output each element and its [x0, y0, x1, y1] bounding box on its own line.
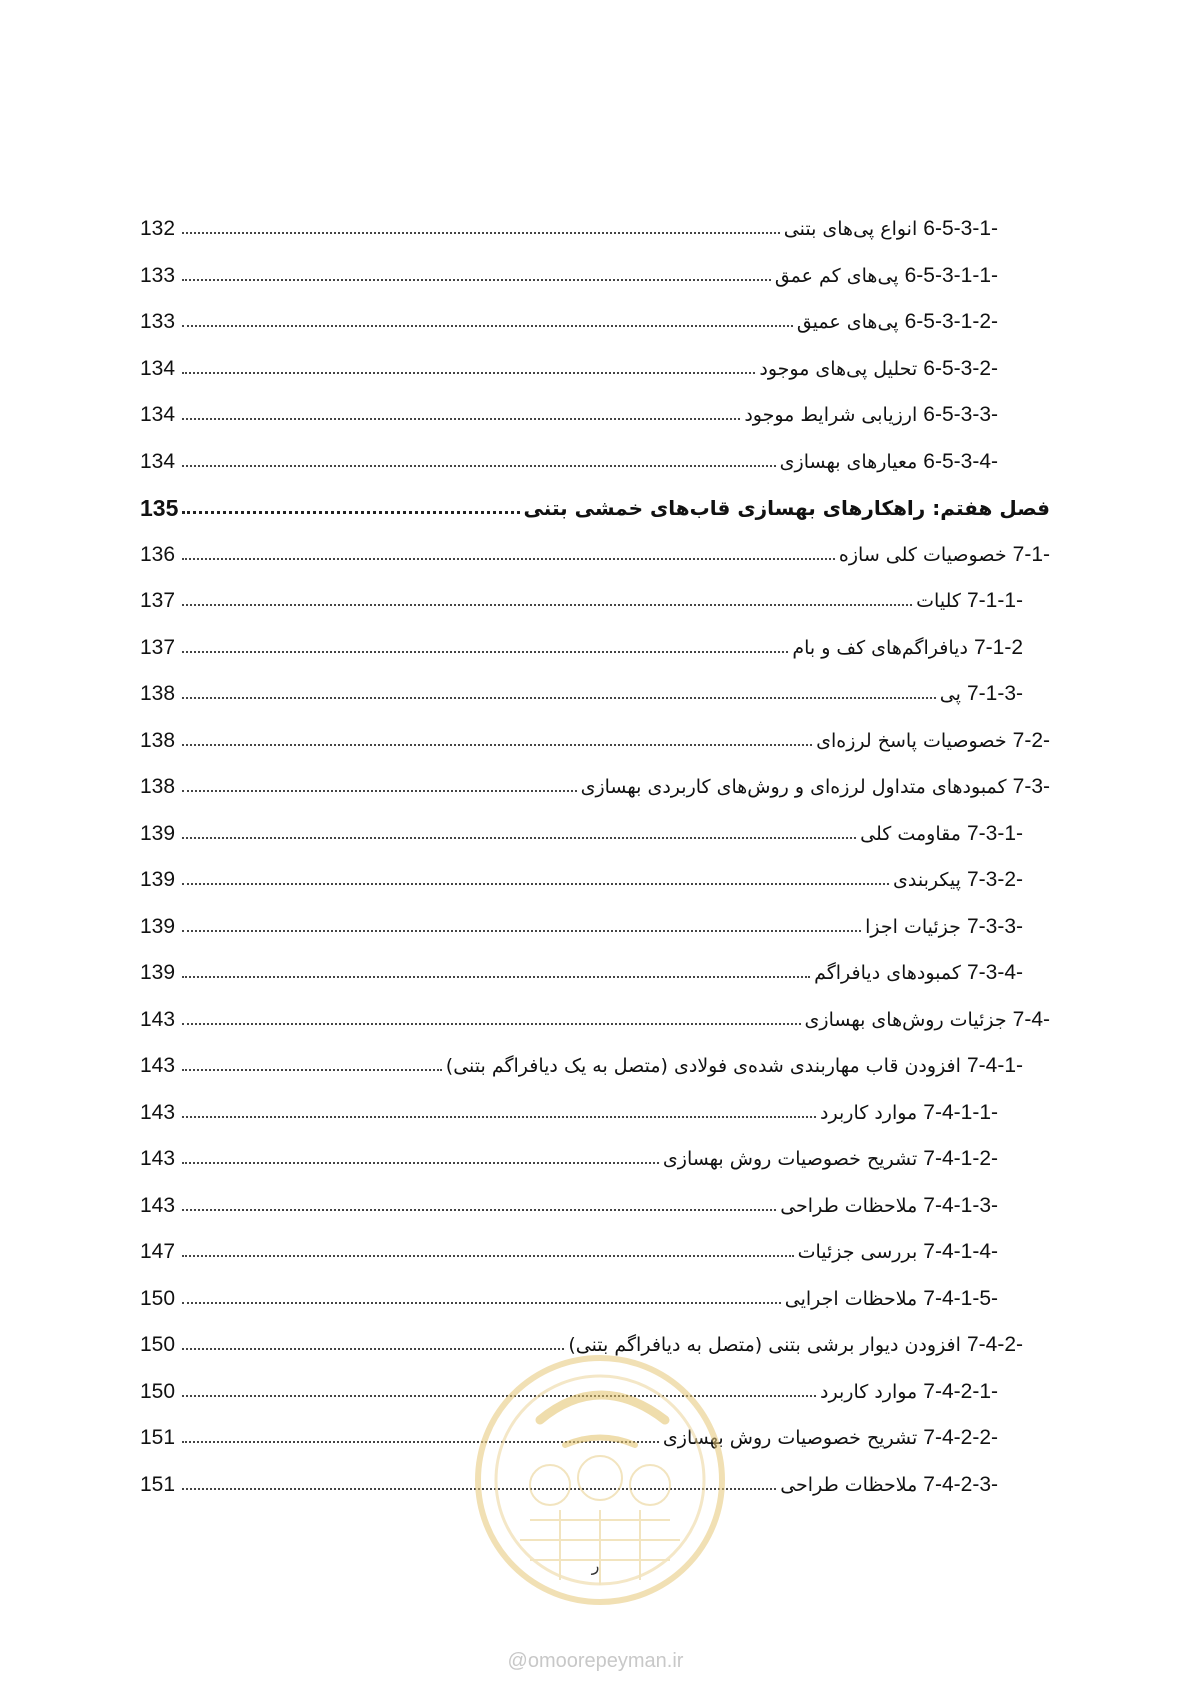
toc-page-number: 133	[140, 263, 176, 287]
toc-dot-leader	[182, 1302, 781, 1304]
toc-page-number: 133	[140, 310, 176, 334]
toc-entry	[861, 915, 1050, 939]
page-footer-label: ر	[591, 1556, 600, 1575]
toc-page-number: 139	[140, 868, 176, 892]
toc-page-number: 134	[140, 403, 176, 427]
watermark-url: @omoorepeyman.ir	[507, 1650, 684, 1672]
toc-row[interactable]	[140, 764, 1050, 811]
toc-page-number: 139	[140, 914, 176, 938]
toc-row[interactable]	[140, 1136, 1050, 1183]
toc-entry-title: تشریح خصوصیات روش بهسازی	[662, 1148, 918, 1171]
toc-entry-title: خصوصیات پاسخ لرزه‌ای	[816, 729, 1007, 752]
toc-row[interactable]	[140, 718, 1050, 765]
toc-row[interactable]	[140, 1043, 1050, 1090]
toc-entry-number: 7-4-	[1012, 1007, 1050, 1031]
toc-page-number: 138	[140, 775, 176, 799]
toc-row[interactable]	[140, 625, 1050, 672]
toc-page-number: 151	[140, 1426, 176, 1450]
toc-entry-number: 7-3-3-	[966, 914, 1023, 938]
toc-page-number: 143	[140, 1147, 176, 1171]
toc-row[interactable]	[140, 950, 1050, 997]
toc-entry-number: 7-3-1-	[966, 821, 1023, 845]
toc-entry	[812, 729, 1050, 753]
toc-entry	[659, 1147, 1050, 1171]
toc-entry	[936, 682, 1050, 706]
toc-row[interactable]	[140, 1276, 1050, 1323]
toc-entry	[520, 496, 1050, 520]
toc-entry-number: 7-3-2-	[966, 868, 1023, 892]
toc-entry-number: 7-1-	[1012, 542, 1050, 566]
toc-entry	[442, 1054, 1050, 1078]
toc-entry-title: پی‌های عمیق	[796, 311, 899, 334]
table-of-contents	[140, 206, 1050, 1508]
toc-page-number: 143	[140, 1007, 176, 1031]
toc-entry	[771, 264, 1050, 288]
toc-entry-title: جزئیات روش‌های بهسازی	[804, 1008, 1007, 1031]
toc-dot-leader	[182, 1255, 794, 1257]
toc-entry-number: 7-3-	[1012, 775, 1050, 799]
toc-page-number: 143	[140, 1054, 176, 1078]
toc-page-number: 132	[140, 217, 176, 241]
toc-dot-leader	[182, 372, 755, 374]
toc-entry-title: ملاحظات اجرایی	[784, 1287, 918, 1310]
toc-entry-title: مقاومت کلی	[860, 822, 961, 845]
toc-entry	[794, 1240, 1050, 1264]
toc-entry-number: 6-5-3-1-1-	[904, 263, 998, 287]
toc-entry-title: انواع پی‌های بتنی	[783, 218, 918, 241]
toc-entry-title: پیکربندی	[893, 869, 961, 892]
toc-entry-number: 7-1-1-	[966, 589, 1023, 613]
toc-entry	[776, 1194, 1050, 1218]
toc-dot-leader	[182, 511, 520, 514]
toc-row[interactable]	[140, 857, 1050, 904]
toc-row[interactable]	[140, 671, 1050, 718]
toc-row[interactable]	[140, 532, 1050, 579]
toc-entry	[816, 1101, 1050, 1125]
toc-dot-leader	[182, 1209, 776, 1211]
toc-entry-number: 6-5-3-4-	[923, 449, 998, 473]
toc-page-number: 147	[140, 1240, 176, 1264]
toc-page-number: 138	[140, 682, 176, 706]
toc-entry	[776, 1473, 1050, 1497]
toc-page-number: 150	[140, 1379, 176, 1403]
toc-row[interactable]	[140, 439, 1050, 486]
toc-row[interactable]	[140, 253, 1050, 300]
toc-dot-leader	[182, 790, 577, 792]
toc-page-number: 134	[140, 449, 176, 473]
toc-entry-number: 7-4-2-1-	[923, 1379, 998, 1403]
toc-entry-title: ملاحظات طراحی	[780, 1473, 918, 1496]
toc-entry-title: موارد کاربرد	[820, 1380, 918, 1403]
toc-row[interactable]	[140, 997, 1050, 1044]
toc-entry-number: 7-4-2-2-	[923, 1426, 998, 1450]
toc-entry-number: 7-4-2-3-	[923, 1472, 998, 1496]
toc-dot-leader	[182, 465, 776, 467]
toc-entry-title: خصوصیات کلی سازه	[838, 543, 1007, 566]
toc-entry-title: موارد کاربرد	[820, 1101, 918, 1124]
toc-dot-leader	[182, 604, 912, 606]
toc-row[interactable]	[140, 392, 1050, 439]
toc-entry	[889, 868, 1050, 892]
toc-dot-leader	[182, 651, 788, 653]
toc-dot-leader	[182, 325, 793, 327]
toc-entry	[740, 403, 1050, 427]
toc-entry-title: پی‌های کم عمق	[774, 264, 899, 287]
toc-entry-title: کلیات	[916, 590, 961, 613]
toc-page-number: 134	[140, 356, 176, 380]
toc-entry-number: 7-1-2	[973, 635, 1023, 659]
toc-entry	[781, 1287, 1050, 1311]
toc-entry-number: 6-5-3-2-	[923, 356, 998, 380]
toc-dot-leader	[182, 279, 771, 281]
toc-dot-leader	[182, 837, 856, 839]
toc-entry-number: 7-4-1-3-	[923, 1193, 998, 1217]
toc-dot-leader	[182, 744, 812, 746]
toc-dot-leader	[182, 697, 936, 699]
toc-entry-title: ملاحظات طراحی	[780, 1194, 918, 1217]
toc-entry-number: 7-1-3-	[966, 682, 1023, 706]
toc-row[interactable]	[140, 1090, 1050, 1137]
toc-page-number: 135	[140, 494, 179, 521]
toc-dot-leader	[182, 883, 889, 885]
toc-entry-title: کمبودهای دیافراگم	[814, 962, 961, 985]
toc-entry-number: 7-4-1-1-	[923, 1100, 998, 1124]
toc-entry	[856, 822, 1050, 846]
toc-entry-number: 7-3-4-	[966, 961, 1023, 985]
toc-entry-number: 7-4-1-	[966, 1054, 1023, 1078]
toc-entry-number: 7-4-2-	[966, 1333, 1023, 1357]
toc-row[interactable]	[140, 346, 1050, 393]
toc-entry	[793, 310, 1050, 334]
toc-dot-leader	[182, 1116, 816, 1118]
toc-entry-title: جزئیات اجزا	[865, 915, 961, 938]
toc-dot-leader	[182, 1023, 801, 1025]
toc-entry-title: تشریح خصوصیات روش بهسازی	[662, 1427, 918, 1450]
toc-entry-number: 6-5-3-1-2-	[904, 310, 998, 334]
toc-row[interactable]	[140, 299, 1050, 346]
toc-page-number: 143	[140, 1193, 176, 1217]
toc-dot-leader	[182, 1069, 442, 1071]
toc-entry-number: 7-2-	[1012, 728, 1050, 752]
toc-row[interactable]	[140, 1183, 1050, 1230]
toc-entry	[755, 357, 1050, 381]
toc-entry-number: 7-4-1-5-	[923, 1286, 998, 1310]
toc-dot-leader	[182, 930, 861, 932]
toc-row[interactable]	[140, 578, 1050, 625]
toc-dot-leader	[182, 1162, 659, 1164]
toc-row[interactable]	[140, 206, 1050, 253]
toc-entry	[810, 961, 1050, 985]
toc-dot-leader	[182, 558, 835, 560]
toc-page-number: 150	[140, 1333, 176, 1357]
toc-entry-title: افزودن قاب مهاربندی شده‌ی فولادی (متصل به یک دیافراگم بتنی)	[445, 1055, 961, 1078]
toc-page-number: 137	[140, 589, 176, 613]
toc-entry	[912, 589, 1050, 613]
toc-chapter-row[interactable]	[140, 485, 1050, 532]
toc-entry	[788, 636, 1050, 660]
toc-entry-title: کمبودهای متداول لرزه‌ای و روش‌های کاربردی بهسازی	[580, 776, 1007, 799]
toc-entry	[816, 1380, 1050, 1404]
toc-page-number: 143	[140, 1100, 176, 1124]
toc-entry	[801, 1008, 1050, 1032]
toc-page-number: 136	[140, 542, 176, 566]
toc-entry-title: تحلیل پی‌های موجود	[759, 357, 918, 380]
toc-entry-title: معیارهای بهسازی	[779, 450, 918, 473]
toc-entry	[577, 775, 1050, 799]
toc-entry-number: 6-5-3-3-	[923, 403, 998, 427]
toc-entry-number: 6-5-3-1-	[923, 217, 998, 241]
toc-entry	[776, 450, 1050, 474]
toc-entry-title: پی	[939, 683, 961, 706]
toc-row[interactable]	[140, 904, 1050, 951]
toc-entry-title: فصل هفتم: راهکارهای بهسازی قاب‌های خمشی بتنی	[523, 496, 1050, 521]
toc-page-number: 151	[140, 1472, 176, 1496]
toc-page-number: 139	[140, 961, 176, 985]
toc-page-number: 138	[140, 728, 176, 752]
toc-entry-number: 7-4-1-2-	[923, 1147, 998, 1171]
toc-entry-title: بررسی جزئیات	[797, 1241, 918, 1264]
toc-entry-title: افزودن دیوار برشی بتنی (متصل به دیافراگم بتنی)	[568, 1334, 961, 1357]
toc-entry	[780, 217, 1050, 241]
toc-entry-number: 7-4-1-4-	[923, 1240, 998, 1264]
toc-dot-leader	[182, 418, 740, 420]
toc-page-number: 150	[140, 1286, 176, 1310]
toc-page-number: 137	[140, 635, 176, 659]
toc-dot-leader	[182, 232, 780, 234]
toc-dot-leader	[182, 976, 810, 978]
toc-page-number: 139	[140, 821, 176, 845]
toc-entry	[835, 543, 1050, 567]
toc-entry-title: دیافراگم‌های کف و بام	[792, 636, 968, 659]
toc-entry-title: ارزیابی شرایط موجود	[744, 404, 918, 427]
toc-row[interactable]	[140, 1229, 1050, 1276]
toc-row[interactable]	[140, 811, 1050, 858]
